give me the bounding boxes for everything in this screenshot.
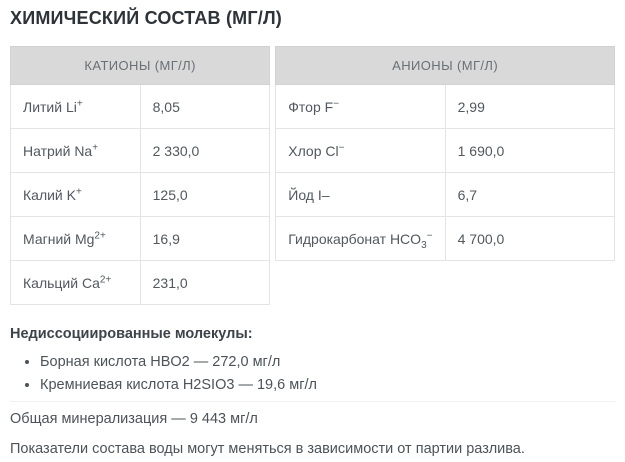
substance-name: Кальций Ca bbox=[23, 274, 100, 291]
formula-superscript: − bbox=[338, 141, 345, 153]
substance-name-cell bbox=[11, 129, 141, 173]
substance-name-cell bbox=[276, 217, 445, 261]
substance-value-cell: 8,05 bbox=[140, 85, 270, 129]
formula-superscript: + bbox=[76, 97, 83, 109]
cations-header: КАТИОНЫ (МГ/Л) bbox=[11, 47, 270, 85]
substance-value-cell: 2,99 bbox=[445, 85, 614, 129]
batch-note-text: Показатели состава воды могут меняться в зависимости от партии разлива. bbox=[10, 441, 525, 457]
list-item: • Кремниевая кислота H2SIO3 — 19,6 мг/л bbox=[40, 377, 615, 393]
substance-name-cell bbox=[11, 85, 141, 129]
table-row bbox=[276, 85, 615, 129]
cations-table bbox=[10, 46, 270, 305]
molecules-heading: Недиссоциированные молекулы: bbox=[10, 326, 253, 342]
table-row bbox=[276, 217, 615, 261]
substance-value-cell: 231,0 bbox=[140, 261, 270, 305]
substance-value-cell: 125,0 bbox=[140, 173, 270, 217]
substance-name: Гидрокарбонат HCO bbox=[288, 230, 422, 247]
substance-value-cell: 4 700,0 bbox=[445, 217, 614, 261]
substance-name-cell bbox=[11, 173, 141, 217]
formula-superscript: − bbox=[426, 229, 433, 241]
formula-superscript: + bbox=[75, 185, 82, 197]
formula-superscript: 2+ bbox=[99, 273, 112, 285]
substance-name-cell bbox=[276, 85, 445, 129]
section-divider bbox=[10, 401, 615, 402]
formula-superscript: + bbox=[92, 141, 99, 153]
substance-name-cell bbox=[11, 261, 141, 305]
substance-name: Литий Li bbox=[23, 98, 77, 115]
composition-tables bbox=[10, 46, 615, 305]
table-row bbox=[11, 261, 270, 305]
substance-name: Магний Mg bbox=[23, 230, 95, 247]
substance-name-cell bbox=[11, 217, 141, 261]
substance-name: Хлор Cl bbox=[288, 142, 339, 159]
formula-subscript: 3 bbox=[421, 239, 427, 251]
formula-superscript: − bbox=[333, 97, 340, 109]
table-row bbox=[11, 217, 270, 261]
table-row bbox=[11, 173, 270, 217]
substance-name-cell bbox=[276, 129, 445, 173]
formula-superscript: 2+ bbox=[94, 229, 106, 241]
table-row bbox=[276, 129, 615, 173]
substance-value-cell: 2 330,0 bbox=[140, 129, 270, 173]
table-row bbox=[11, 129, 270, 173]
substance-value-cell: 1 690,0 bbox=[445, 129, 614, 173]
substance-name: Калий K bbox=[23, 186, 76, 203]
page-title: ХИМИЧЕСКИЙ СОСТАВ (МГ/Л) bbox=[10, 8, 282, 28]
list-item: • Борная кислота HBO2 — 272,0 мг/л bbox=[40, 354, 615, 370]
table-header-row bbox=[11, 47, 270, 85]
substance-name: Фтор F bbox=[288, 98, 334, 115]
substance-value-cell: 16,9 bbox=[140, 217, 270, 261]
anions-table bbox=[275, 46, 615, 261]
table-row bbox=[11, 85, 270, 129]
substance-value-cell: 6,7 bbox=[445, 173, 614, 217]
substance-name: Натрий Na bbox=[23, 142, 93, 159]
anions-header: АНИОНЫ (МГ/Л) bbox=[276, 47, 615, 85]
mineralization-text: Общая минерализация — 9 443 мг/л bbox=[10, 411, 258, 427]
molecules-list bbox=[10, 354, 615, 393]
table-row bbox=[276, 173, 615, 217]
substance-name: Йод I– bbox=[288, 186, 330, 203]
table-header-row bbox=[276, 47, 615, 85]
substance-name-cell bbox=[276, 173, 445, 217]
